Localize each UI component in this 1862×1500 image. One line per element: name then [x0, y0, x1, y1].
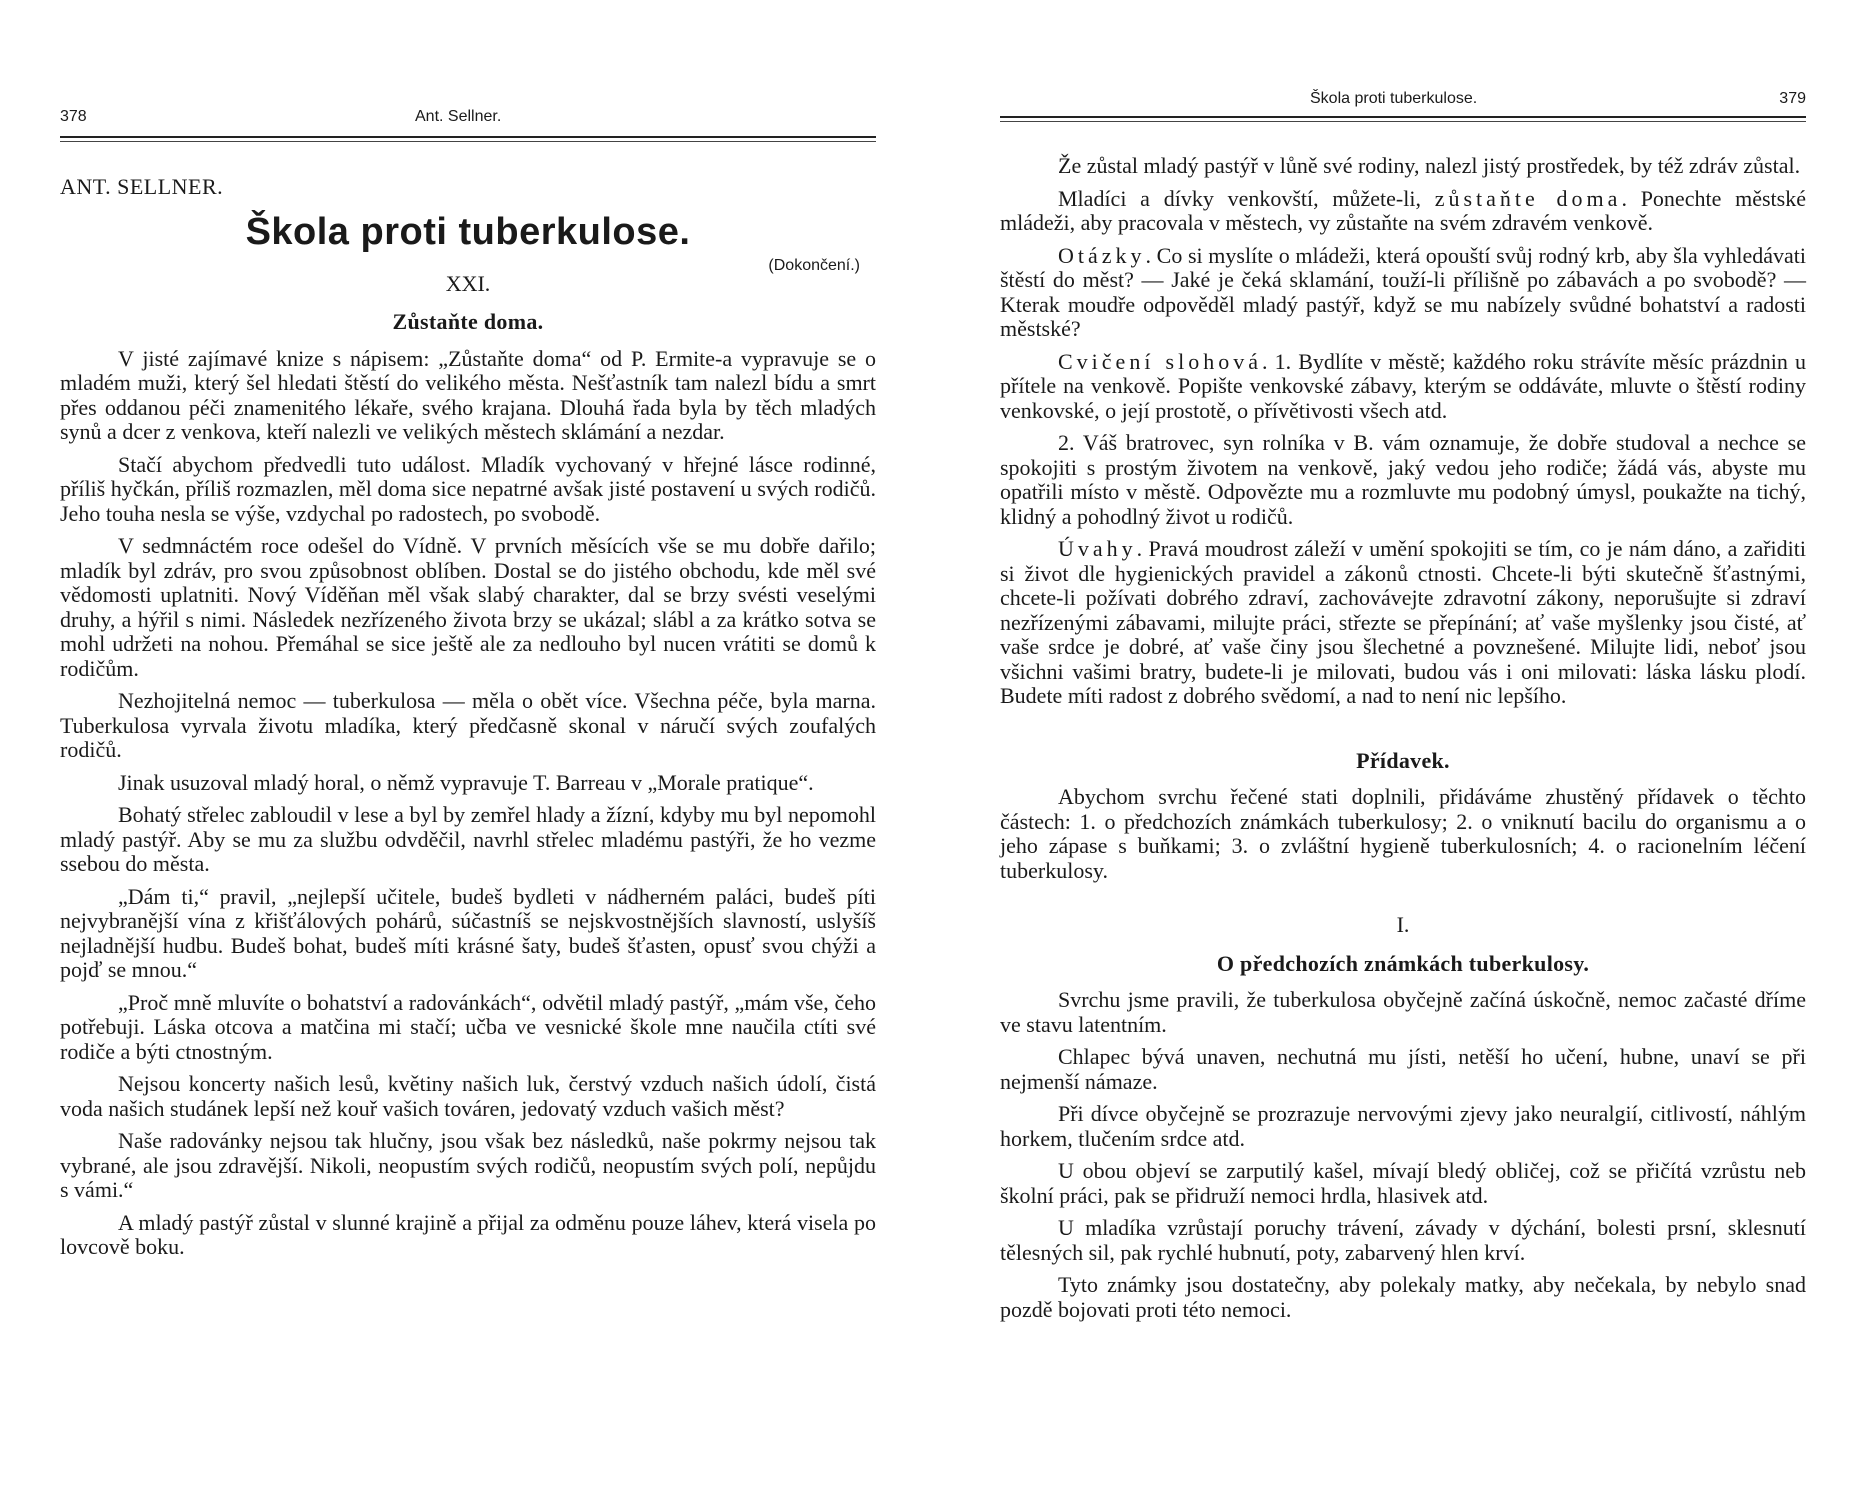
text-run: . 1. Bydlíte v městě; každého roku strávíte měsíc prázdnin u přítele na venkově. Popište venkovské zábavy, kterým se oddáváte, mluvte o štěstí rodiny venkovské, o její prostotě, o přívětivosti všech atd.	[1000, 348, 1806, 423]
paragraph: Abychom svrchu řečené stati doplnili, přidáváme zhustěný přídavek o těchto částech: 1. o předchozích známkách tuberkulosy; 2. o vniknutí bacilu do organismu a o jeho zápase s buňkami; 3. o zvláštní hygieně tuberkulosních; 4. o racionelním léčení tuberkulosy.	[1000, 784, 1806, 883]
page-number: 379	[1779, 90, 1806, 107]
paragraph	[1000, 244, 1806, 342]
chapter-number: XXI.	[445, 271, 491, 296]
paragraph: A mladý pastýř zůstal v slunné krajině a přijal za odměnu pouze láhev, která visela po lovcově boku.	[60, 1209, 876, 1259]
paragraph: Při dívce obyčejně se prozrazuje nervovými zjevy jako neuralgií, citlivostí, náhlým horkem, tlučením srdce atd.	[1000, 1101, 1806, 1151]
article-title: Škola proti tuberkulose.	[245, 210, 691, 253]
text-run: . Pravá moudrost záleží v umění spokojiti se tím, co je nám dáno, a zařiditi si život dle hygienických pravidel a zákonů ctnosti. Chcete-li býti skutečně šťastnými, chcete-li požívati dobrého zdraví, zachovávejte zdravotní zákony, neporušujte si zdraví nezřízenými zábavami, milujte práci, střezte se přepínání; ať vaše myšlenky jsou čisté, ať vaše srdce je dobré, ať vaše činy jsou šlechetné a povznešené. Milujte lidi, neboť jsou všichni vašimi bratry, budete-li je milovati, budou vás i oni milovati: láska lásku plodí. Budete míti radost z dobrého svědomí, a nad to není nic lepšího.	[1000, 536, 1806, 708]
paragraph	[1000, 350, 1806, 424]
paragraph	[1000, 187, 1806, 236]
paragraph: U mladíka vzrůstají poruchy trávení, závady v dýchání, bolesti prsní, sklesnutí tělesných sil, pak rychlé hubnutí, poty, zabarvený hlen krví.	[1000, 1215, 1806, 1265]
subheading: O předchozích známkách tuberkulosy.	[1216, 950, 1590, 976]
running-title: Škola proti tuberkulose.	[1310, 90, 1478, 107]
paragraph: V sedmnáctém roce odešel do Vídně. V prvních měsících vše se mu dobře dařilo; mladík byl zdráv, pro svou způsobnost oblíben. Dostal se do jistého obchodu, kde měl své vědomosti uplatniti. Nový Víděňan měl však slabý charakter, dal se brzy svésti veselými druhy, a hýřil s nimi. Následek nezřízeného života brzy se ukázal; slábl a za krátko sotva se mohl udržeti na nohou. Přemáhal se sice ještě ale za nedlouho byl nucen vrátiti se domů k rodičům.	[60, 533, 876, 681]
left-content	[60, 175, 876, 1268]
paragraph: Že zůstal mladý pastýř v lůně své rodiny, nalezl jistý prostředek, by též zdráv zůstal.	[1058, 153, 1801, 178]
section-number: I.	[1396, 912, 1410, 937]
emphasis: Cvičení slohová	[1058, 348, 1262, 374]
header-rule-thin	[1000, 121, 1806, 122]
paragraph: Stačí abychom předvedli tuto událost. Mladík vychovaný v hřejné lásce rodinné, příliš hyčkán, příliš rozmazlen, měl doma sice nepatrné avšak jisté postavení u svých rodičů. Jeho touha nesla se výše, vzdychal po radostech, po svobodě.	[60, 451, 876, 526]
author: ANT. SELLNER.	[60, 174, 224, 199]
header-rule-thin	[60, 141, 876, 142]
text-run: . Co si myslíte o mládeži, která opouští svůj rodný krb, aby šla vyhledávati štěstí do měst? — Jaké je čeká sklamání, touží-li přílišně po zábavách a po svobodě? — Kterak moudře odpověděl mladý pastýř, když se mu nabízely svůdné bohatství a radosti městské?	[1000, 242, 1806, 341]
paragraph: Nezhojitelná nemoc — tuberkulosa — měla o obět více. Všechna péče, byla marna. Tuberkulosa vyrvala životu mladíka, který předčasně skonal v náručí svých zoufalých rodičů.	[60, 688, 876, 762]
right-content	[1000, 154, 1806, 1330]
text-run: Mladíci a dívky venkovští, můžete-li,	[1058, 185, 1435, 211]
appendix-heading: Přídavek.	[1356, 747, 1450, 773]
paragraph	[1000, 537, 1806, 709]
paragraph: 2. Váš bratrovec, syn rolníka v B. vám oznamuje, že dobře studoval a nechce se spokojiti s prostým životem na venkově, jaký vedou jeho rodiče; žádá vás, abyste mu opatřili místo v městě. Odpovězte mu a rozmluvte mu podobný úmysl, poukažte na tichý, klidný a pohodlný život u rodičů.	[1000, 430, 1806, 529]
paragraph: „Dám ti,“ pravil, „nejlepší učitele, budeš bydleti v nádherném paláci, budeš píti nejvybranější vína z křišťálových pohárů, súčastníš se nejskvostnějších slavností, uslyšíš nejladnější hudbu. Budeš bohat, budeš míti krásné šaty, budeš šťasten, opusť svou chýži a pojď se mnou.“	[60, 883, 876, 982]
header-rule	[60, 136, 876, 138]
paragraph: Jinak usuzoval mladý horal, o němž vypravuje T. Barreau v „Morale pratique“.	[118, 769, 814, 795]
paragraph: Naše radovánky nejsou tak hlučny, jsou však bez následků, naše pokrmy nejsou tak vybrané, ale jsou zdravější. Nikoli, neopustím svých rodičů, neopustím svých polí, nepůjdu s vámi.“	[60, 1128, 876, 1202]
paragraph: U obou objeví se zarputilý kašel, mívají bledý obličej, což se přičítá vzrůstu neb školní práci, pak se přidruží nemoci hrdla, hlasivek atd.	[1000, 1158, 1806, 1208]
paragraph: Chlapec bývá unaven, nechutná mu jísti, netěší ho učení, hubne, unaví se při nejmenší námaze.	[1000, 1044, 1806, 1094]
emphasis: Úvahy	[1058, 536, 1137, 561]
paragraph: Bohatý střelec zabloudil v lese a byl by zemřel hlady a žízní, kdyby mu byl nepomohl mladý pastýř. Aby se mu za službu odvděčil, navrhl střelec mladému pastýři, že ho vezme ssebou do města.	[60, 802, 876, 876]
paragraph: Svrchu jsme pravili, že tuberkulosa obyčejně začíná úskočně, nemoc začasté dříme ve stavu latentním.	[1000, 987, 1806, 1037]
section-heading: Zůstaňte doma.	[392, 309, 544, 334]
paragraph: „Proč mně mluvíte o bohatství a radovánkách“, odvětil mladý pastýř, „mám vše, čeho potřebuji. Láska otcova a matčina mi stačí; učba ve vesnické škole mne naučila ctíti své rodiče a býti ctnostným.	[60, 989, 876, 1064]
running-title: Ant. Sellner.	[415, 108, 502, 125]
paragraph: V jisté zajímavé knize s nápisem: „Zůstaňte doma“ od P. Ermite-a vypravuje se o mladém muži, který šel hledati štěstí do velikého města. Nešťastník tam nalezl bídu a smrt přes oddanou péči znamenitého lékaře, svého krajana. Dlouhá řada byla by těch mladých synů a dcer z venkova, kteří nalezli ve velikých městech sklámání a nezdar.	[60, 345, 876, 444]
running-head	[60, 108, 876, 132]
running-head	[1000, 90, 1806, 114]
emphasis: zůstaňte doma	[1434, 185, 1622, 211]
header-rule	[1000, 116, 1806, 118]
spacer	[1000, 717, 1806, 739]
paragraph: Tyto známky jsou dostatečny, aby polekaly matky, aby nečekala, by nebylo snad pozdě bojovati proti této nemoci.	[1000, 1272, 1806, 1322]
continued-note: (Dokončení.)	[768, 257, 860, 274]
paragraph: Nejsou koncerty našich lesů, květiny našich luk, čerstvý vzduch našich údolí, čistá voda našich studánek lepší než kouř vašich továren, jedovatý vzduch vašich měst?	[60, 1071, 876, 1121]
page-number: 378	[60, 108, 87, 125]
emphasis: Otázky	[1058, 242, 1146, 268]
text-run: . Ponechte městské mládeži, aby pracovala v městech, vy zůstaňte na svém zdravém venkově.	[1000, 185, 1806, 235]
continued-row	[60, 254, 876, 300]
